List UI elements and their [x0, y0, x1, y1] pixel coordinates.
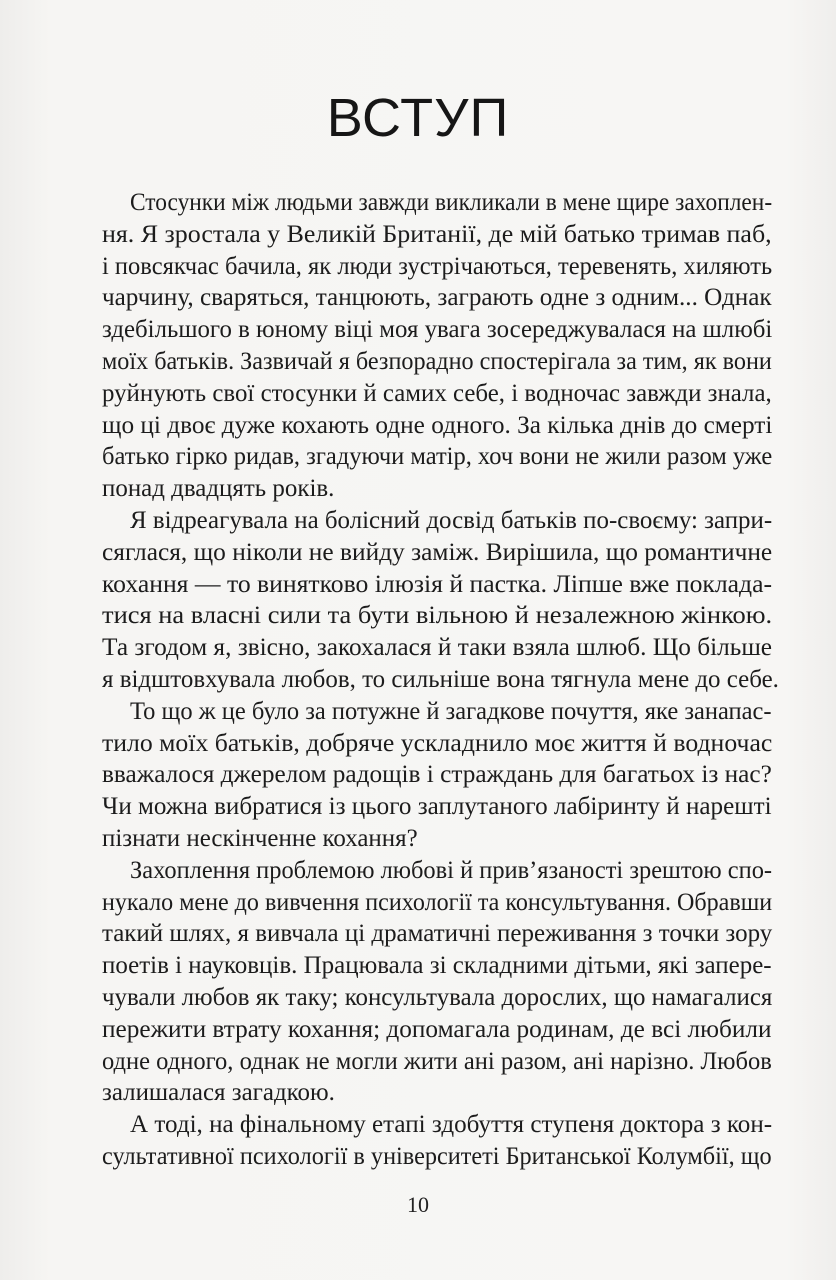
text-line: [102, 1014, 772, 1046]
line-text: То що ж це було за потужне й загадкове почуття, яке занапас-: [130, 697, 772, 725]
text-line: [102, 950, 772, 982]
text-line: [102, 378, 772, 410]
line-text: такий шлях, я вивчала ці драматичні переживання з точки зору: [102, 920, 773, 948]
line-text: батько гірко ридав, згадуючи матір, хоч вони не жили разом уже: [102, 443, 773, 471]
line-text: одне одного, однак не могли жити ані разом, ані нарізно. Любов: [102, 1047, 772, 1075]
line-text: пережити втрату кохання; допомагала родинам, де всі любили: [102, 1015, 772, 1043]
text-line: [102, 282, 772, 314]
line-text: тило моїх батьків, добряче ускладнило моє життя й водночас: [102, 729, 773, 757]
line-text: Та згодом я, звісно, закохалася й таки взяла шлюб. Що більше: [102, 634, 773, 662]
text-line: [102, 759, 772, 791]
line-text: що ці двоє дуже кохають одне одного. За кілька днів до смерті: [102, 411, 773, 439]
text-line: [102, 918, 772, 950]
line-text: А тоді, на фінальному етапі здобуття ступеня доктора з кон-: [130, 1111, 773, 1139]
line-text: нукало мене до вивчення психології та консультування. Обравши: [102, 888, 773, 916]
line-text: моїх батьків. Зазвичай я безпорадно спостерігала за тим, як вони: [102, 347, 772, 375]
text-line: [102, 791, 772, 823]
text-line: [102, 1046, 772, 1078]
text-line: [102, 632, 772, 664]
line-text: Чи можна вибратися із цього заплутаного лабіринту й нарешті: [102, 793, 772, 821]
line-text: сультативної психології в університеті Британської Колумбії, що: [102, 1142, 772, 1170]
text-line: [102, 441, 772, 473]
text-line: [102, 823, 772, 855]
line-text: ня. Я зростала у Великій Британії, де мій батько тримав паб,: [102, 220, 772, 248]
chapter-title: ВСТУП: [326, 88, 510, 148]
text-line: [102, 664, 779, 696]
text-line: [102, 600, 772, 632]
text-line: [102, 251, 772, 283]
text-line: [102, 1109, 772, 1141]
text-line: [102, 982, 772, 1014]
line-text: Я відреагувала на болісний досвід батьків по-своєму: запри-: [130, 506, 773, 534]
text-line: [102, 346, 772, 378]
line-text: сяглася, що ніколи не вийду заміж. Вирішила, що романтичне: [102, 538, 773, 566]
line-text: поетів і науковців. Працювала зі складними дітьми, які запере-: [102, 952, 772, 980]
text-line: [102, 728, 772, 760]
line-text: кохання — то винятково ілюзія й пастка. Ліпше вже поклада-: [102, 570, 773, 598]
text-line: [102, 1141, 772, 1173]
text-line: [102, 1077, 772, 1109]
text-line: [102, 410, 772, 442]
text-line: [102, 314, 772, 346]
text-line: [102, 855, 772, 887]
text-line: [102, 505, 772, 537]
line-text: залишалася загадкою.: [102, 1079, 335, 1107]
text-line: [102, 696, 772, 728]
line-text: я відштовхувала любов, то сильніше вона тягнула мене до себе.: [102, 665, 779, 693]
text-line: [102, 187, 772, 219]
page-number: 10: [407, 1192, 429, 1217]
line-text: понад двадцять років.: [102, 475, 335, 503]
text-line: [102, 537, 772, 569]
line-text: Захоплення проблемою любові й прив’язаності зрештою спо-: [130, 856, 773, 884]
line-text: вважалося джерелом радощів і страждань для багатьох із нас?: [102, 761, 772, 789]
line-text: здебільшого в юному віці моя увага зосереджувалася на шлюбі: [102, 316, 773, 344]
text-line: [102, 219, 772, 251]
text-line: [102, 473, 772, 505]
text-line: [102, 569, 772, 601]
line-text: руйнують свої стосунки й самих себе, і водночас завжди знала,: [102, 379, 772, 407]
body-text: [102, 187, 779, 1173]
line-text: чарчину, сваряться, танцюють, заграють одне з одним... Однак: [102, 284, 772, 312]
line-text: Стосунки між людьми завжди викликали в мене щире захоплен-: [130, 189, 773, 216]
line-text: чували любов як таку; консультувала дорослих, що намагалися: [102, 983, 773, 1011]
line-text: тися на власні сили та бути вільною й незалежною жінкою.: [102, 602, 773, 630]
text-line: [102, 887, 772, 919]
line-text: і повсякчас бачила, як люди зустрічаються, теревенять, хиляють: [102, 252, 773, 280]
line-text: пізнати нескінченне кохання?: [102, 824, 418, 852]
